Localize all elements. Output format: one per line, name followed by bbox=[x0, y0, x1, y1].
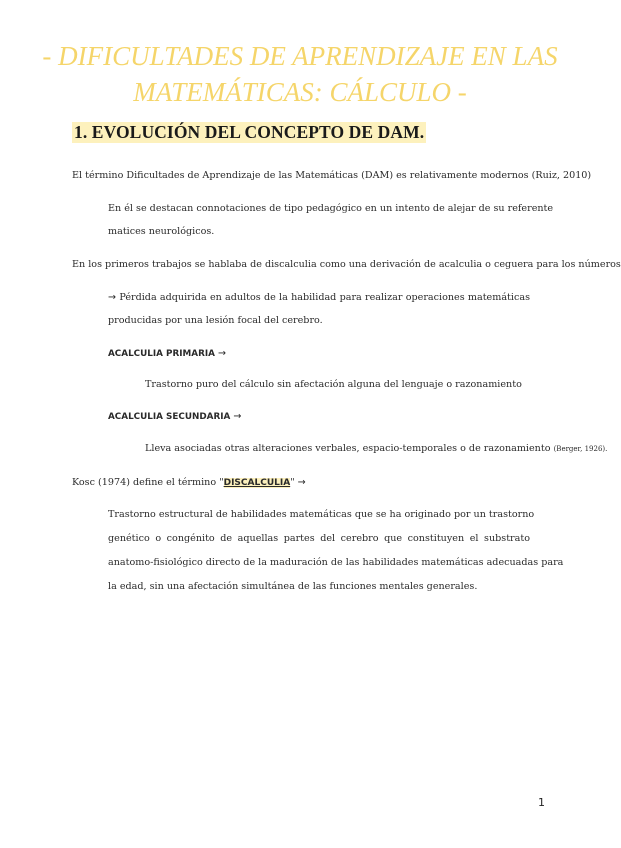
secondary-label-row bbox=[108, 410, 241, 424]
intro-paragraph: El término Dificultades de Aprendizaje de las Matemáticas (DAM) es relativamente modernos (Ruiz, 2010) bbox=[72, 170, 592, 181]
arrow-icon: → bbox=[108, 292, 117, 303]
title-line-1: - DIFICULTADES DE APRENDIZAJE EN LAS bbox=[42, 41, 558, 71]
note-line-2: matices neurológicos. bbox=[108, 226, 215, 237]
arrow-icon: → bbox=[233, 411, 242, 422]
primary-text: Trastorno puro del cálculo sin afectación alguna del lenguaje o razonamiento bbox=[145, 379, 522, 390]
primary-label-row bbox=[108, 347, 226, 361]
section-heading: 1. EVOLUCIÓN DEL CONCEPTO DE DAM. bbox=[74, 122, 425, 142]
title-line-2: MATEMÁTICAS: CÁLCULO - bbox=[133, 77, 467, 107]
page-number: 1 bbox=[538, 796, 545, 809]
definition-line-1: Trastorno estructural de habilidades matemáticas que se ha originado por un trastorno bbox=[108, 509, 535, 520]
note-line-1: En él se destacan connotaciones de tipo pedagógico en un intento de alejar de su referente bbox=[108, 203, 554, 214]
loss-line-1 bbox=[108, 291, 530, 304]
document-title bbox=[20, 38, 580, 110]
definition-line-3: anatomo-fisiológico directo de la maduración de las habilidades matemáticas adecuadas para bbox=[108, 557, 564, 568]
definition-line-4: la edad, sin una afectación simultánea de las funciones mentales generales. bbox=[108, 581, 478, 592]
secondary-text: Lleva asociadas otras alteraciones verbales, espacio-temporales o de razonamiento bbox=[145, 443, 551, 454]
discalculia-term: DISCALCULIA bbox=[223, 478, 291, 488]
loss-line-2: producidas por una lesión focal del cerebro. bbox=[108, 315, 323, 326]
kosc-suffix: " bbox=[290, 477, 295, 488]
arrow-icon: → bbox=[297, 477, 306, 488]
primary-label: ACALCULIA PRIMARIA bbox=[108, 349, 215, 359]
arrow-icon: → bbox=[218, 348, 227, 359]
secondary-label: ACALCULIA SECUNDARIA bbox=[108, 412, 231, 422]
kosc-paragraph bbox=[72, 476, 306, 490]
loss-line-1-text: Pérdida adquirida en adultos de la habilidad para realizar operaciones matemáticas bbox=[119, 292, 530, 303]
definition-line-2: genético o congénito de aquellas partes del cerebro que constituyen el substrato bbox=[108, 533, 530, 544]
secondary-text-row bbox=[145, 442, 607, 456]
secondary-citation: (Berger, 1926). bbox=[553, 445, 608, 453]
kosc-prefix: Kosc (1974) define el término " bbox=[72, 477, 224, 488]
early-paragraph: En los primeros trabajos se hablaba de discalculia como una derivación de acalculia o ceguera para los números bbox=[72, 259, 621, 270]
